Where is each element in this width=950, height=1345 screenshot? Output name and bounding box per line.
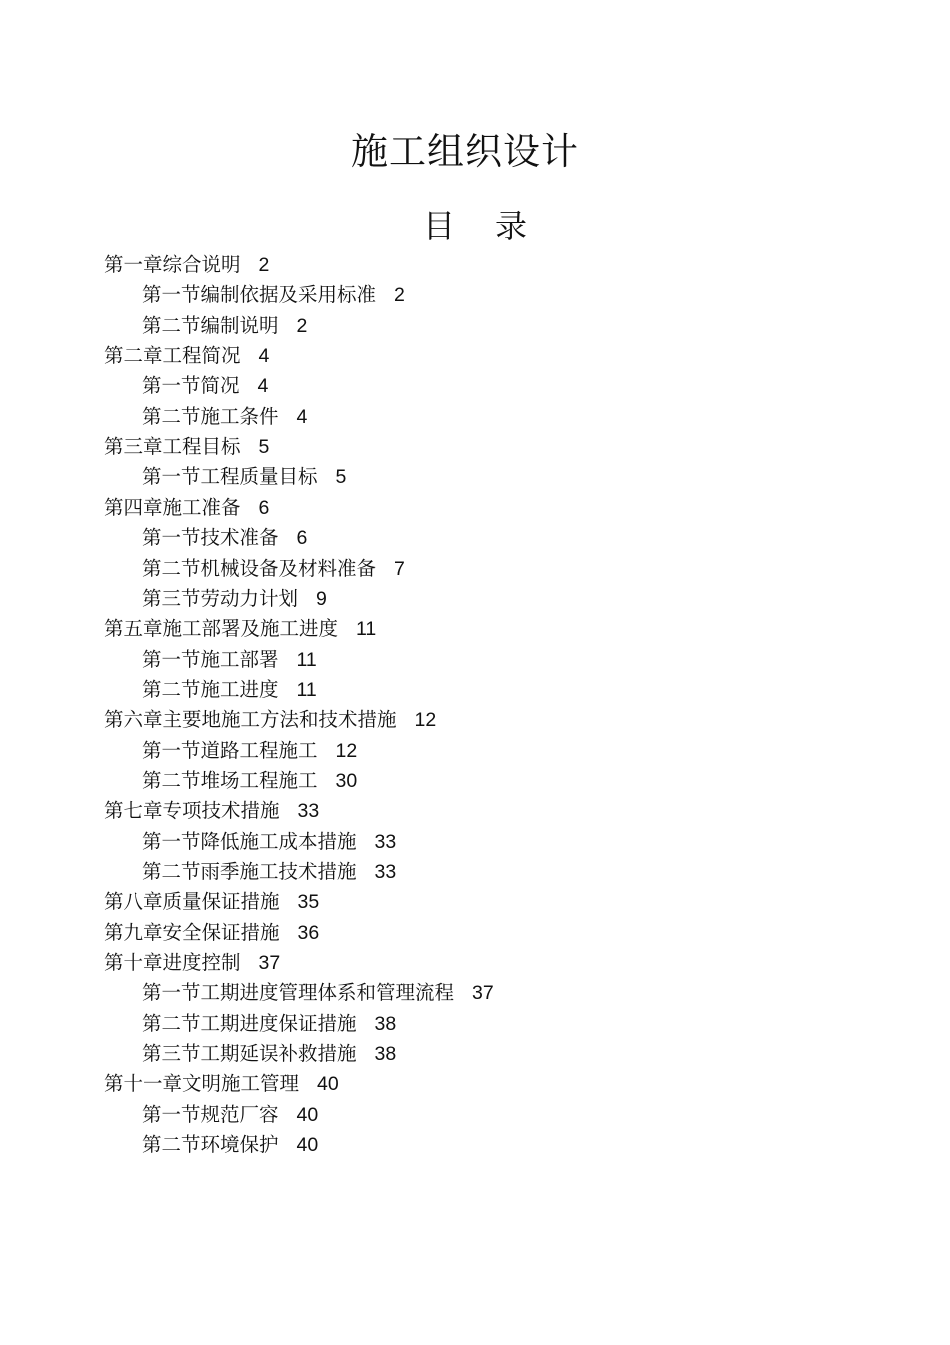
toc-entry-label: 第一节工程质量目标 [142, 465, 318, 489]
toc-entry-label: 第二节施工条件 [142, 404, 279, 428]
toc-entry-label: 第五章施工部署及施工进度 [104, 617, 339, 641]
toc-entry-label: 第一节规范厂容 [142, 1102, 279, 1126]
toc-entry-page-number: 5 [335, 466, 347, 489]
toc-section-entry[interactable] [142, 311, 307, 341]
toc-entry-label: 第八章质量保证措施 [104, 890, 280, 914]
toc-chapter-entry[interactable] [104, 948, 280, 978]
toc-entry-page-number: 11 [296, 678, 317, 701]
toc-entry-label: 第十章进度控制 [104, 951, 241, 975]
toc-entry-page-number: 2 [258, 254, 270, 276]
toc-entry-label: 第一节道路工程施工 [142, 738, 318, 762]
toc-entry-page-number: 2 [394, 284, 405, 307]
toc-entry-label: 第一章综合说明 [104, 253, 241, 276]
toc-entry-page-number: 6 [258, 496, 270, 519]
toc-entry-page-number: 40 [317, 1073, 339, 1096]
toc-entry-label: 第一节技术准备 [142, 526, 279, 550]
toc-entry-label: 第二节堆场工程施工 [142, 768, 318, 792]
toc-entry-label: 第二节环境保护 [142, 1133, 279, 1157]
toc-chapter-entry[interactable] [104, 493, 269, 523]
toc-entry-page-number: 4 [258, 345, 270, 368]
toc-section-entry[interactable] [142, 584, 327, 614]
toc-entry-label: 第一节降低施工成本措施 [142, 829, 357, 853]
toc-chapter-entry[interactable] [104, 1069, 339, 1099]
toc-entry-page-number: 40 [296, 1103, 319, 1126]
toc-section-entry[interactable] [142, 675, 317, 705]
toc-entry-page-number: 2 [296, 314, 308, 337]
toc-chapter-entry[interactable] [104, 614, 376, 644]
toc-section-entry[interactable] [142, 1130, 318, 1160]
toc-entry-page-number: 9 [316, 587, 327, 610]
toc-entry-label: 第四章施工准备 [104, 495, 241, 519]
toc-section-entry[interactable] [142, 645, 317, 675]
toc-section-entry[interactable] [142, 766, 357, 796]
toc-entry-page-number: 33 [374, 830, 397, 853]
toc-section-entry[interactable] [142, 857, 396, 887]
toc-entry-page-number: 4 [257, 375, 269, 398]
toc-entry-label: 第九章安全保证措施 [104, 920, 280, 944]
toc-section-entry[interactable] [142, 523, 307, 553]
toc-chapter-entry[interactable] [104, 705, 436, 735]
toc-entry-page-number: 4 [296, 405, 308, 428]
toc-entry-label: 第二节雨季施工技术措施 [142, 860, 357, 883]
toc-entry-label: 第七章专项技术措施 [104, 799, 280, 823]
toc-section-entry[interactable] [142, 280, 405, 310]
toc-section-entry[interactable] [142, 402, 307, 432]
toc-section-entry[interactable] [142, 827, 396, 857]
toc-chapter-entry[interactable] [104, 887, 319, 917]
toc-entry-page-number: 12 [414, 709, 437, 732]
toc-chapter-entry[interactable] [104, 432, 269, 462]
toc-section-entry[interactable] [142, 978, 494, 1008]
toc-entry-page-number: 40 [296, 1134, 319, 1157]
toc-entry-label: 第二节编制说明 [142, 313, 279, 337]
toc-entry-label: 第二节工期进度保证措施 [142, 1011, 357, 1035]
toc-entry-page-number: 30 [335, 769, 358, 792]
toc-entry-label: 第三节工期延误补救措施 [142, 1042, 357, 1066]
toc-chapter-entry[interactable] [104, 918, 319, 948]
toc-entry-page-number: 36 [297, 921, 320, 944]
toc-section-entry[interactable] [142, 554, 405, 584]
toc-entry-page-number: 12 [335, 739, 358, 762]
toc-entry-page-number: 11 [356, 618, 377, 641]
toc-entry-label: 第六章主要地施工方法和技术措施 [104, 708, 397, 732]
toc-chapter-entry[interactable] [104, 341, 269, 371]
toc-section-entry[interactable] [142, 736, 357, 766]
toc-entry-label: 第二节施工进度 [142, 677, 279, 701]
toc-heading [0, 204, 950, 248]
toc-entry-label: 第一节编制依据及采用标准 [142, 283, 377, 307]
toc-entry-page-number: 33 [374, 861, 397, 883]
toc-entry-page-number: 7 [394, 557, 405, 580]
document-title: 施工组织设计 [351, 130, 579, 173]
toc-entry-page-number: 5 [258, 436, 270, 459]
toc-chapter-entry[interactable] [104, 796, 319, 826]
toc-entry-label: 第一节工期进度管理体系和管理流程 [142, 981, 455, 1005]
toc-entry-page-number: 6 [296, 527, 308, 550]
toc-section-entry[interactable] [142, 1009, 396, 1039]
toc-entry-label: 第一节施工部署 [142, 647, 279, 671]
toc-section-entry[interactable] [142, 371, 268, 401]
toc-entry-label: 第二节机械设备及材料准备 [142, 556, 377, 580]
toc-heading-char-1: 目 [422, 207, 455, 245]
toc-entry-page-number: 35 [297, 891, 320, 914]
toc-heading-char-2: 录 [495, 207, 528, 245]
toc-entry-label: 第十一章文明施工管理 [104, 1072, 300, 1096]
toc-entry-page-number: 37 [258, 952, 281, 975]
toc-section-entry[interactable] [142, 1100, 318, 1130]
toc-entry-label: 第三节劳动力计划 [142, 586, 299, 610]
toc-section-entry[interactable] [142, 1039, 396, 1069]
toc-entry-page-number: 38 [374, 1043, 397, 1066]
toc-entry-label: 第二章工程简况 [104, 344, 241, 368]
toc-entry-page-number: 11 [296, 648, 317, 671]
toc-section-entry[interactable] [142, 462, 346, 492]
toc-entry-label: 第一节简况 [142, 374, 240, 398]
toc-entry-page-number: 37 [472, 982, 494, 1005]
toc-entry-page-number: 38 [374, 1012, 397, 1035]
toc-entry-page-number: 33 [297, 800, 320, 823]
toc-chapter-entry[interactable] [104, 250, 269, 280]
toc-entry-label: 第三章工程目标 [104, 435, 241, 459]
